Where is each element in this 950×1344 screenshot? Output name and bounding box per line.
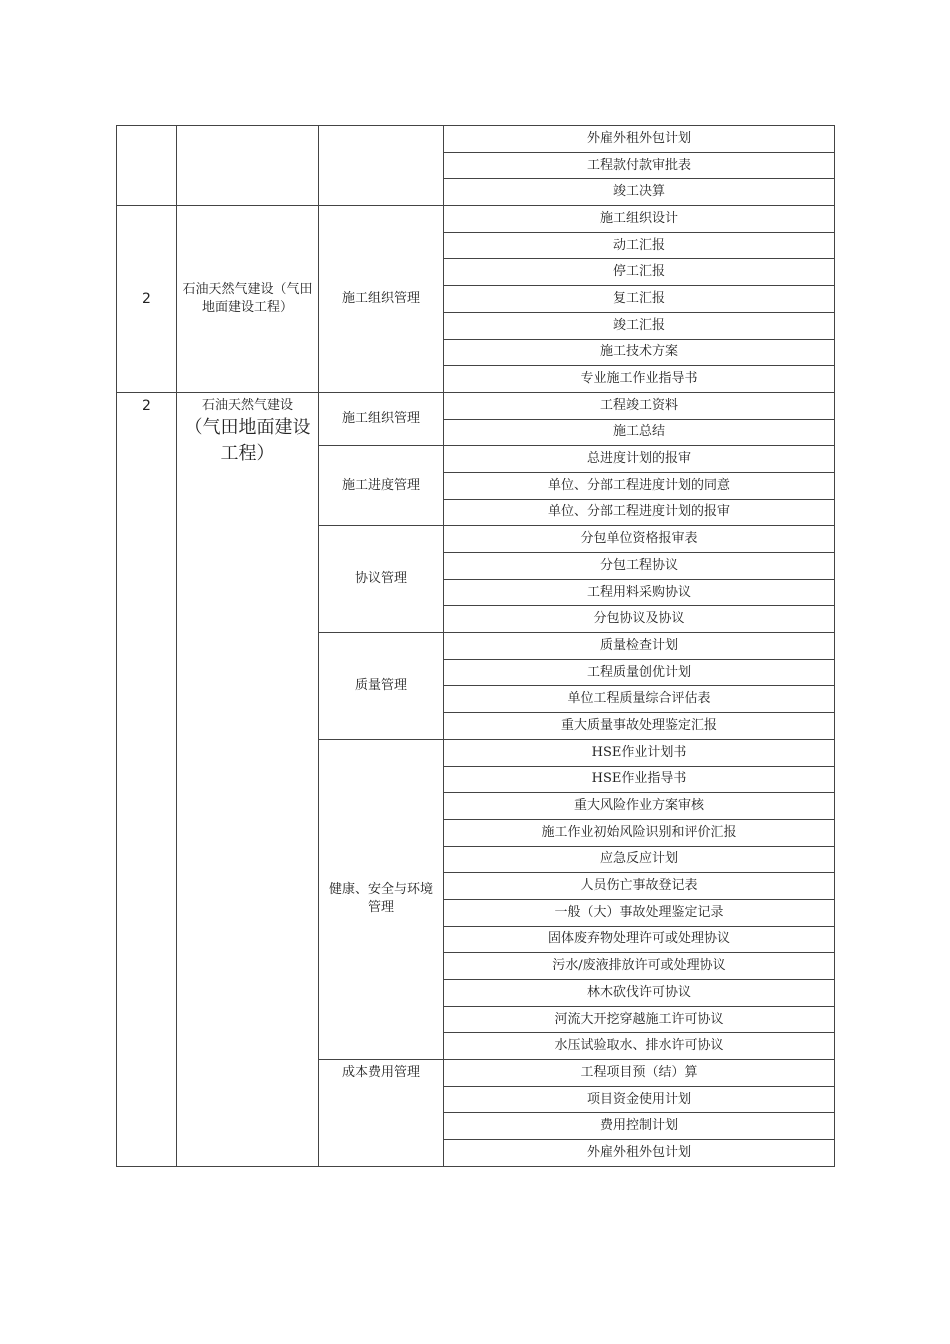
document-item: 施工组织设计: [444, 206, 835, 233]
document-item: 水压试验取水、排水许可协议: [444, 1033, 835, 1060]
document-item: 一般（大）事故处理鉴定记录: [444, 899, 835, 926]
row-number-cell: [117, 126, 177, 206]
document-item: HSE作业计划书: [444, 739, 835, 766]
category-cell: 施工组织管理: [319, 206, 444, 393]
table-row: [117, 126, 835, 153]
document-item: 单位工程质量综合评估表: [444, 686, 835, 713]
document-item: 重大风险作业方案审核: [444, 793, 835, 820]
document-item: 工程质量创优计划: [444, 659, 835, 686]
document-item: 单位、分部工程进度计划的报审: [444, 499, 835, 526]
document-item: 分包工程协议: [444, 553, 835, 580]
category-cell: 协议管理: [319, 526, 444, 633]
document-table: [116, 125, 835, 1167]
document-item: 竣工决算: [444, 179, 835, 206]
document-item: 分包单位资格报审表: [444, 526, 835, 553]
document-item: 施工作业初始风险识别和评价汇报: [444, 819, 835, 846]
project-name-cell: [177, 206, 319, 393]
category-cell: 施工组织管理: [319, 392, 444, 445]
document-item: 工程项目预（结）算: [444, 1060, 835, 1087]
document-item: 质量检查计划: [444, 633, 835, 660]
document-item: 总进度计划的报审: [444, 446, 835, 473]
category-cell: 质量管理: [319, 633, 444, 740]
document-item: 应急反应计划: [444, 846, 835, 873]
document-item: 林木砍伐许可协议: [444, 980, 835, 1007]
project-name-line1: 石油天然气建设: [201, 397, 293, 413]
document-item: 污水/废液排放许可或处理协议: [444, 953, 835, 980]
document-item: 工程用料采购协议: [444, 579, 835, 606]
document-item: 复工汇报: [444, 286, 835, 313]
category-cell: 成本费用管理: [319, 1060, 444, 1167]
project-name-line2: （气田地面建设工程）: [184, 416, 311, 464]
document-item: 人员伤亡事故登记表: [444, 873, 835, 900]
category-cell: 施工进度管理: [319, 446, 444, 526]
row-number-cell: 2: [117, 392, 177, 1166]
table-row: [117, 206, 835, 233]
category-cell: [319, 739, 444, 1059]
document-item: 施工总结: [444, 419, 835, 446]
document-item: 固体废弃物处理许可或处理协议: [444, 926, 835, 953]
document-item: 河流大开挖穿越施工许可协议: [444, 1006, 835, 1033]
document-item: 停工汇报: [444, 259, 835, 286]
project-name-cell: [177, 126, 319, 206]
document-item: 工程竣工资料: [444, 392, 835, 419]
document-item: 竣工汇报: [444, 312, 835, 339]
document-item: 分包协议及协议: [444, 606, 835, 633]
project-name-cell: [177, 392, 319, 1166]
document-item: 施工技术方案: [444, 339, 835, 366]
document-item: 外雇外租外包计划: [444, 1140, 835, 1167]
document-item: 工程款付款审批表: [444, 152, 835, 179]
document-item: 动工汇报: [444, 232, 835, 259]
document-item: 费用控制计划: [444, 1113, 835, 1140]
category-cell: [319, 126, 444, 206]
document-item: 单位、分部工程进度计划的同意: [444, 472, 835, 499]
document-item: 专业施工作业指导书: [444, 366, 835, 393]
category-name: 健康、安全与环境管理: [328, 882, 433, 916]
document-item: 外雇外租外包计划: [444, 126, 835, 153]
row-number-cell: 2: [117, 206, 177, 393]
table-row: [117, 392, 835, 419]
document-item: 重大质量事故处理鉴定汇报: [444, 713, 835, 740]
document-item: HSE作业指导书: [444, 766, 835, 793]
document-item: 项目资金使用计划: [444, 1086, 835, 1113]
project-name: 石油天然气建设（气田地面建设工程）: [182, 281, 313, 315]
